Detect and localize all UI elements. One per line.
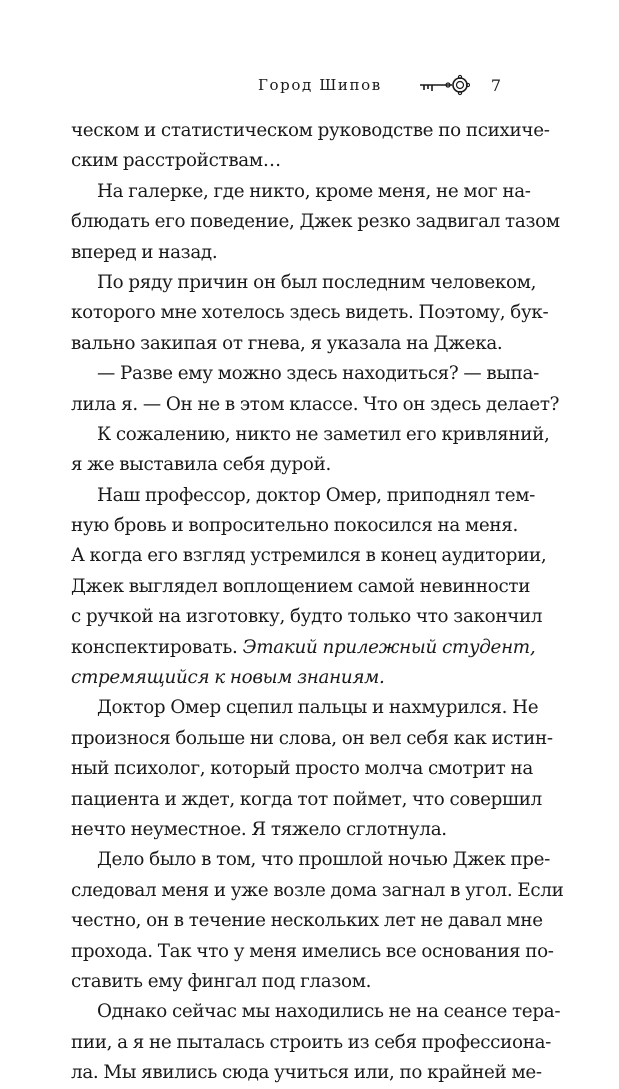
text-line-content: А когда его взгляд устремился в конец аудитории,	[71, 545, 547, 567]
text-line-content: ную бровь и вопросительно покосился на меня.	[71, 515, 519, 537]
body-text	[71, 116, 564, 1089]
text-line	[71, 785, 542, 815]
text-line	[71, 298, 549, 328]
text-line-content: Наш профессор, доктор Омер, приподнял тем-	[97, 484, 536, 506]
text-line	[71, 541, 547, 571]
text-line	[71, 268, 537, 298]
text-line	[71, 329, 505, 359]
text-line-content: ный психолог, который просто молча смотрит на	[71, 758, 533, 780]
text-line	[71, 602, 543, 632]
text-line-content: следовал меня и уже возле дома загнал в угол. Если	[71, 879, 564, 901]
text-line-content: нечто неуместное. Я тяжело сглотнула.	[71, 818, 447, 840]
text-line-content: На галерке, где никто, кроме меня, не мог на-	[97, 180, 531, 202]
text-line	[71, 845, 551, 875]
text-line-content: К сожалению, никто не заметил его кривляний,	[97, 423, 550, 445]
text-line	[71, 633, 536, 663]
text-line	[71, 967, 505, 997]
text-line	[71, 238, 505, 268]
text-line	[71, 207, 560, 237]
text-line	[71, 481, 536, 511]
text-line-content: По ряду причин он был последним человеком,	[97, 271, 537, 293]
text-line	[71, 177, 531, 207]
text-line-content: прохода. Так что у меня имелись все основания по-	[71, 940, 554, 962]
text-line-content: Доктор Омер сцепил пальцы и нахмурился. Не	[97, 697, 539, 719]
text-line-content: Джек выглядел воплощением самой невинности	[71, 575, 531, 597]
text-line-content: конспектировать.	[71, 636, 238, 658]
text-line-content: ла. Мы явились сюда учиться или, по крайней ме-	[71, 1062, 542, 1084]
text-line-content: Дело было в том, что прошлой ночью Джек пре-	[97, 849, 551, 871]
text-line	[71, 1058, 542, 1088]
text-line-content: вперед и назад.	[71, 241, 218, 263]
text-line	[71, 693, 539, 723]
text-line-content: Однако сейчас мы находились не на сеансе тера-	[97, 1001, 561, 1023]
text-line	[71, 572, 531, 602]
text-line	[71, 450, 505, 480]
text-line	[71, 754, 533, 784]
text-line	[71, 724, 553, 754]
text-line	[71, 146, 505, 176]
text-line	[71, 420, 550, 450]
text-line-content: я же выставила себя дурой.	[71, 454, 332, 476]
text-line	[71, 663, 505, 693]
running-title: Город Шипов	[258, 76, 382, 94]
text-line	[71, 116, 550, 146]
text-line-content: которого мне хотелось здесь видеть. Поэтому, бук-	[71, 302, 549, 324]
text-line-content: лила я. — Он не в этом классе. Что он здесь делает?	[71, 393, 560, 415]
italic-phrase: Этакий прилежный студент,	[242, 636, 536, 658]
text-line	[71, 937, 554, 967]
italic-phrase: стремящийся к новым знаниям.	[71, 667, 385, 689]
text-line-content: вально закипая от гнева, я указала на Джека.	[71, 332, 503, 354]
text-line-content: пациента и ждет, когда тот поймет, что совершил	[71, 788, 542, 810]
text-line	[71, 511, 519, 541]
text-line	[71, 906, 543, 936]
text-line	[71, 359, 539, 389]
running-header	[118, 72, 501, 102]
text-line-content: блюдать его поведение, Джек резко задвигал тазом	[71, 211, 560, 233]
text-line-content: честно, он в течение нескольких лет не давал мне	[71, 910, 543, 932]
key-ornament-icon	[418, 74, 470, 96]
text-line	[71, 876, 564, 906]
page-number: 7	[490, 76, 501, 95]
text-line	[71, 997, 561, 1027]
text-line	[71, 1028, 552, 1058]
text-line-content: ставить ему фингал под глазом.	[71, 970, 372, 992]
text-line-content: ческом и статистическом руководстве по психиче-	[71, 120, 550, 141]
text-line	[71, 815, 505, 845]
text-line-content: — Разве ему можно здесь находиться? — выпа-	[97, 363, 539, 385]
text-line-content: произнося больше ни слова, он вел себя как истин-	[71, 727, 553, 749]
text-line-content: пии, а я не пыталась строить из себя профессиона-	[71, 1031, 552, 1053]
text-line-content: с ручкой на изготовку, будто только что закончил	[71, 606, 543, 628]
text-line-content: ским расстройствам…	[71, 150, 281, 172]
text-line	[71, 390, 560, 420]
